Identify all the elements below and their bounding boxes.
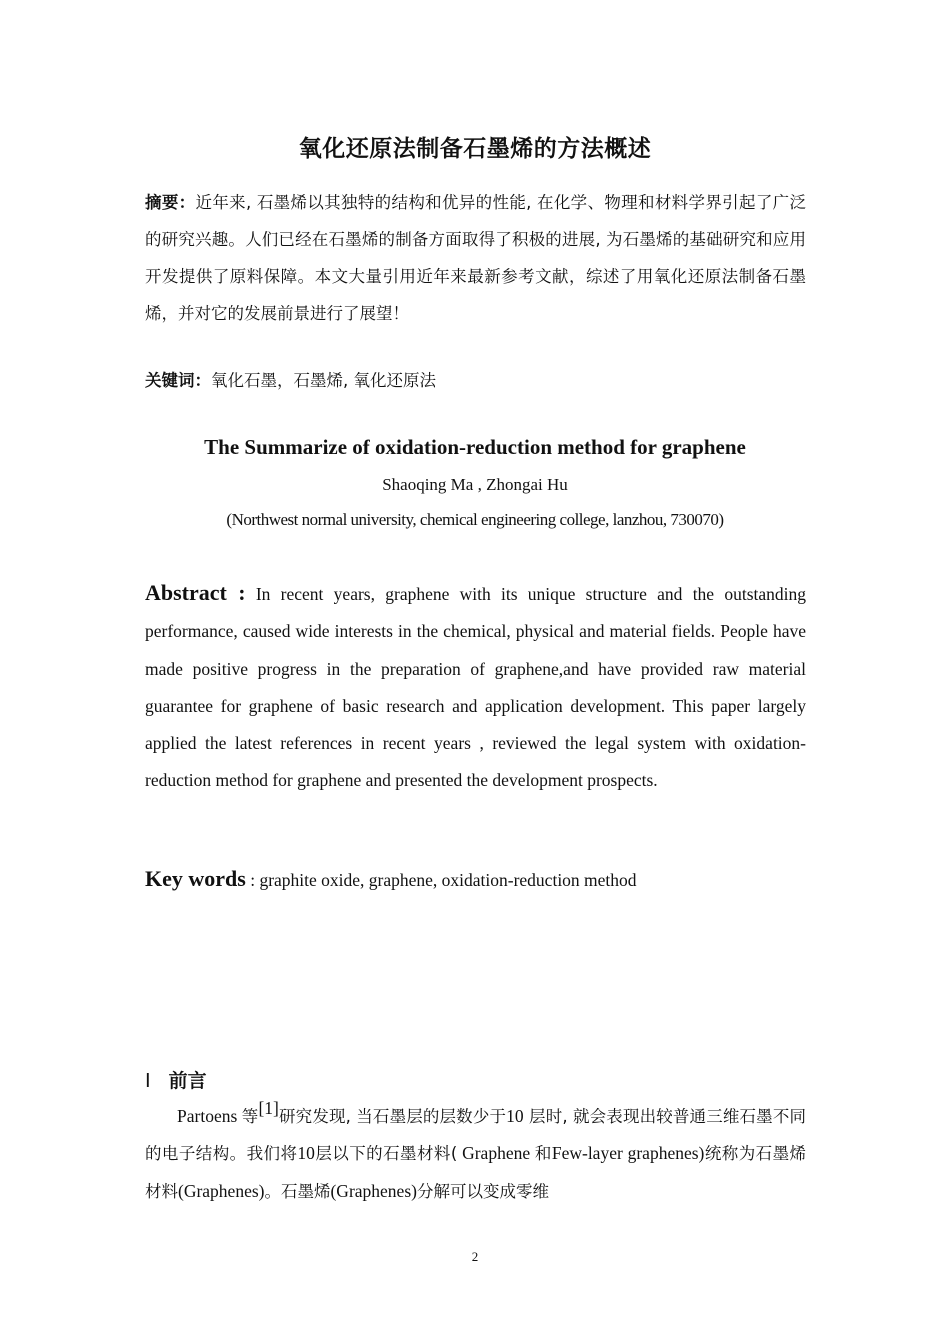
section-number: Ⅰ (145, 1071, 151, 1092)
paragraph-term: (Graphenes) (178, 1180, 265, 1201)
chinese-keywords (145, 362, 806, 399)
paragraph-text: 研究发现, 当石墨层的层数少于 (278, 1107, 507, 1126)
chinese-keywords-label: 关键词： (145, 371, 211, 390)
paragraph-term: Graphene (457, 1143, 535, 1164)
paragraph-text: 分解可以变成零维 (416, 1181, 549, 1201)
paragraph-text: 和 (534, 1144, 552, 1164)
english-title: The Summarize of oxidation-reduction method for graphene (204, 435, 746, 459)
section-heading (145, 1066, 207, 1093)
english-abstract (145, 574, 806, 800)
section-title: 前言 (168, 1070, 207, 1092)
paragraph-text: 层时, 就会表现出较普通三维石墨不同的电子结构。我们将 (145, 1107, 806, 1164)
affiliation: (Northwest normal university, chemical engineering college, lanzhou, 730070) (226, 510, 724, 529)
english-abstract-label: Abstract : (145, 580, 246, 605)
paragraph-text: 统称为石墨烯材料 (145, 1144, 807, 1201)
paragraph-etal: 等 (241, 1107, 259, 1126)
page-number: 2 (471, 1249, 479, 1264)
citation-ref[interactable]: [1] (258, 1098, 279, 1118)
paragraph-author: Partoens (177, 1106, 242, 1126)
chinese-keywords-text: 氧化石墨，石墨烯, 氧化还原法 (211, 371, 436, 390)
section-paragraph (145, 1098, 806, 1210)
paragraph-number: 10 (297, 1143, 315, 1164)
english-keywords-label: Key words (145, 866, 246, 891)
english-abstract-text: In recent years, graphene with its unique structure and the outstanding performance, caused wide interests in the chemical, physical and material fields. People have made positive progress in the preparation of graphene,and have provided raw material guarantee for graphene of basic research and application development. This paper largely applied the latest references in recent years , reviewed the legal system with oxidation-reduction method for graphene and presented the development prospects. (145, 584, 806, 791)
chinese-abstract-label: 摘要： (145, 193, 196, 212)
english-keywords (145, 860, 806, 899)
authors: Shaoqing Ma , Zhongai Hu (382, 475, 568, 494)
chinese-abstract-text: 近年来, 石墨烯以其独特的结构和优异的性能, 在化学、物理和材料学界引起了广泛的研究兴趣。人们已经在石墨烯的制备方面取得了积极的进展, 为石墨烯的基础研究和应用开发提供了原料保障。本文大量引用近年来最新参考文献，综述了用氧化还原法制备石墨烯，并对它的发展前景进行了展望！ (145, 193, 807, 323)
paragraph-number: 10 (506, 1106, 524, 1126)
paragraph-term: (Graphenes) (330, 1180, 417, 1201)
chinese-abstract (145, 184, 806, 332)
paragraph-text: 层以下的石墨材料( (314, 1144, 458, 1164)
english-keywords-text: : graphite oxide, graphene, oxidation-reduction method (245, 870, 637, 890)
paragraph-term: Few-layer graphenes) (551, 1143, 705, 1164)
chinese-title: 氧化还原法制备石墨烯的方法概述 (298, 136, 652, 162)
paragraph-text: 。石墨烯 (264, 1181, 331, 1201)
